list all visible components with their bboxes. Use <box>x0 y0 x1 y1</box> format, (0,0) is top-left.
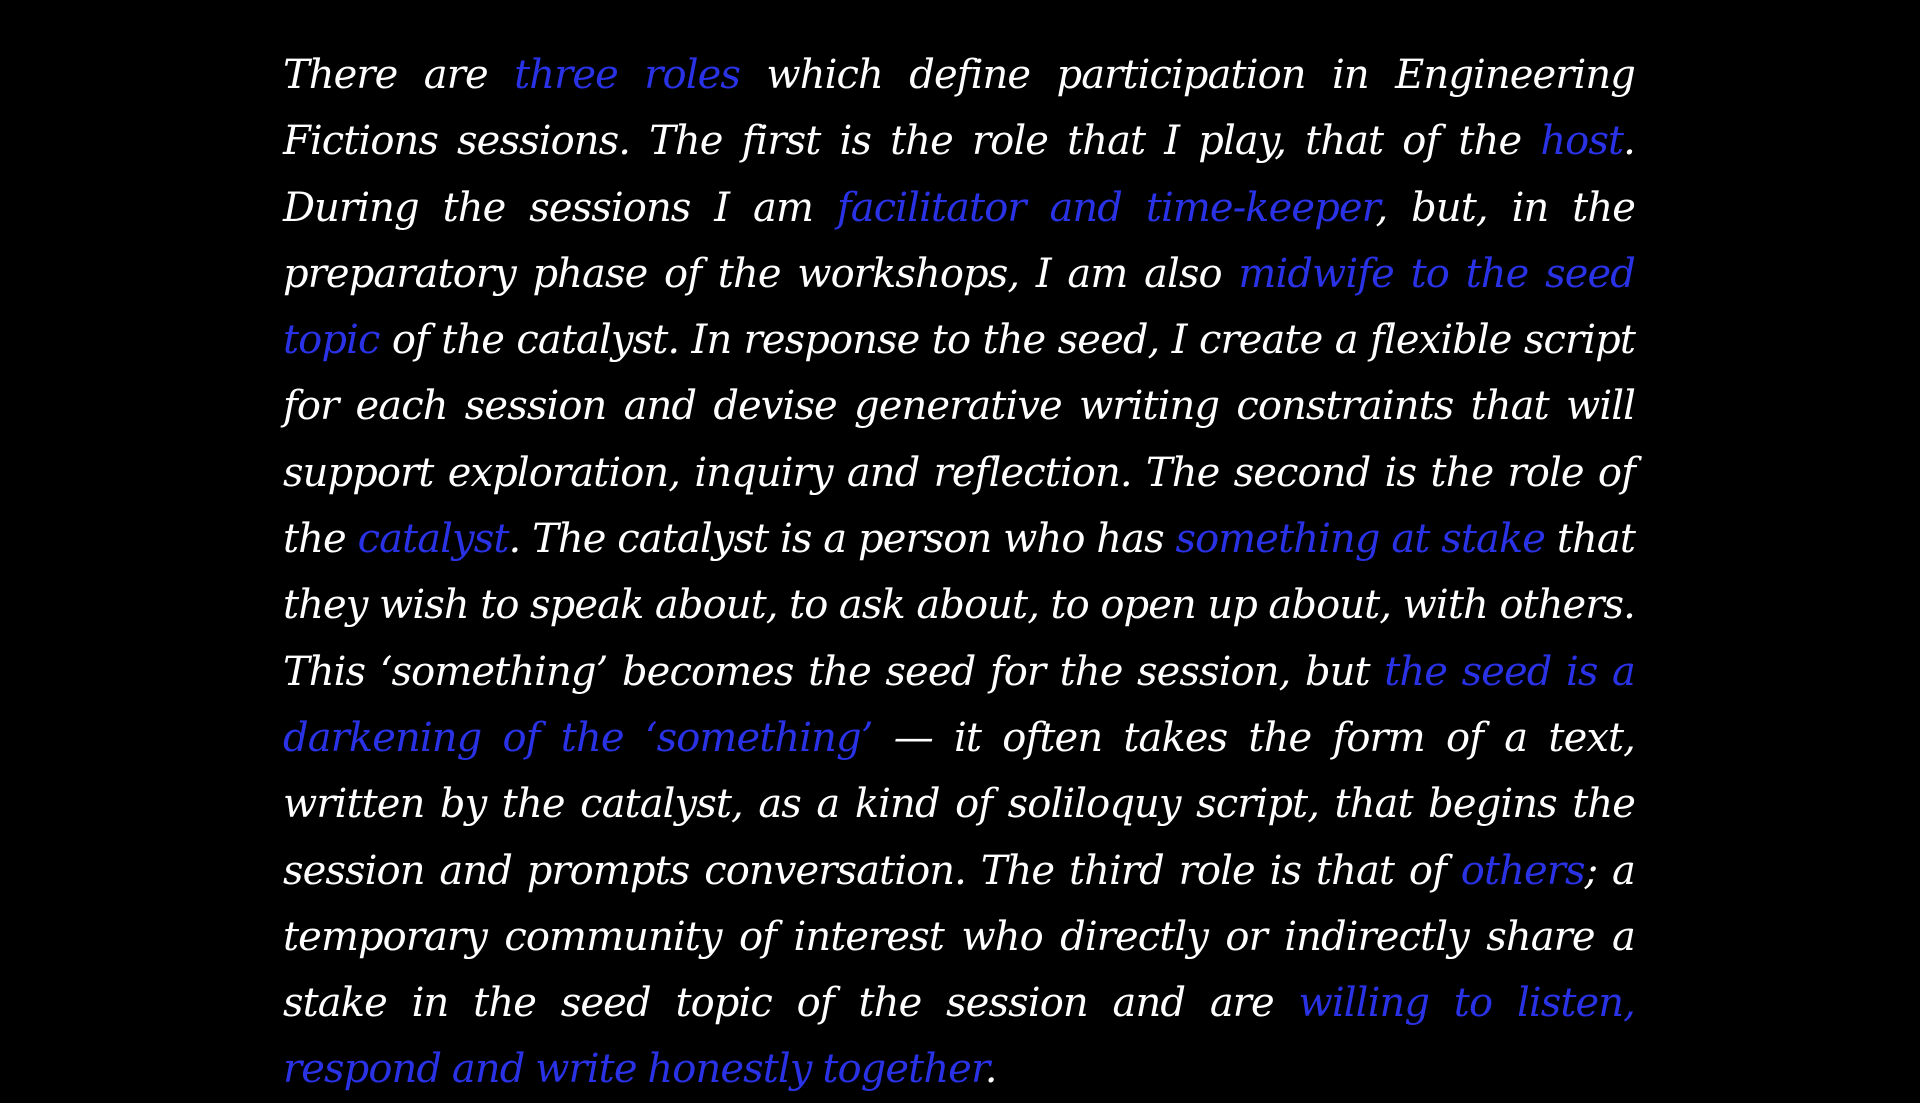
passage-text: which define participation in Engineering Fictions sessions. The first is the role that I play, that of the <box>283 52 1635 165</box>
highlight-something-at-stake: something at stake <box>1175 516 1546 563</box>
highlight-three-roles: three roles <box>514 52 741 98</box>
highlight-catalyst: catalyst <box>357 516 509 563</box>
highlight-midwife: midwife to the seed topic <box>283 250 1635 364</box>
passage-text: , but, in the preparatory phase of the workshops, I am also <box>283 184 1635 297</box>
passage-text: that they wish to speak about, to ask about, to open up about, with others. This ‘something’ becomes the seed for the session, but <box>283 516 1635 695</box>
passage-text: . During the sessions I am <box>283 118 1635 231</box>
roles-passage <box>283 42 1635 1103</box>
passage-text: . <box>984 1046 997 1093</box>
passage-text: ; a temporary community of interest who directly or indirectly share a stake in the seed topic of the session and are <box>283 847 1635 1027</box>
passage-text: There are <box>283 52 515 98</box>
passage-text: . The catalyst is a person who has <box>508 516 1176 563</box>
highlight-others: others <box>1460 847 1585 894</box>
passage-text: of the catalyst. In response to the seed, I create a flexible script for each session and devise generative writing constraints that will support exploration, inquiry and reflection. The second is the role of the <box>283 317 1635 563</box>
highlight-host: host <box>1540 118 1624 165</box>
highlight-seed-darkening: the seed is a darkening of the ‘something’ <box>283 648 1635 761</box>
highlight-willing-to-listen: willing to listen, respond and write honestly together <box>283 980 1635 1093</box>
passage-text: — it often takes the form of a text, written by the catalyst, as a kind of soliloquy script, that begins the session and prompts conversation. The third role is that of <box>283 714 1635 894</box>
highlight-facilitator: facilitator and time-keeper <box>836 184 1376 231</box>
